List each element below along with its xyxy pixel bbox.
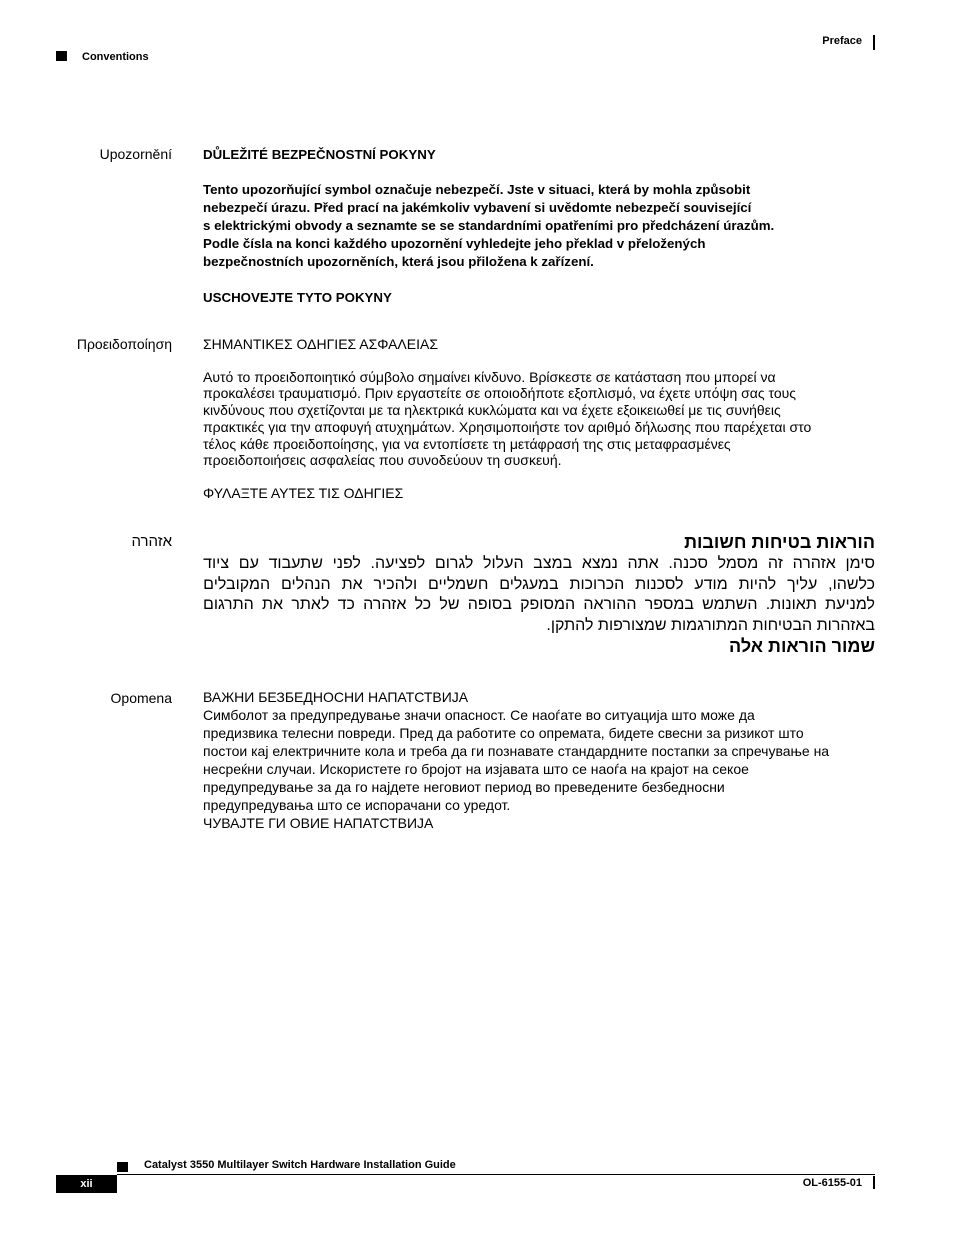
warning-body-line: несреќни случаи. Искористете го бројот на изјавата што се наоѓа на крајот на секое xyxy=(203,761,749,777)
warning-body-line: Tento upozorňující symbol označuje nebezpečí. Jste v situaci, která by mohla způsobit xyxy=(203,182,751,197)
warning-body-line: Podle čísla na konci každého upozornění vyhledejte jeho překlad v přeložených xyxy=(203,236,706,251)
word: סימן xyxy=(845,555,875,572)
word: המקובלים xyxy=(203,575,271,593)
warning-body-line: προκαλέσει τραυματισμό. Πριν εργαστείτε σε οποιοδήποτε εξοπλισμό, να έχετε υπόψη σας τους xyxy=(203,385,797,402)
warning-body-line: предизвика телесни повреди. Пред да работите со опремата, бидете свесни за ризикот што xyxy=(203,725,804,741)
footer-marker-square xyxy=(117,1162,128,1172)
header-marker-square xyxy=(56,51,67,61)
warning-closing: ЧУВАЈТЕ ГИ ОВИЕ НАПАТСТВИЈА xyxy=(203,815,434,831)
header-divider-bar xyxy=(873,35,875,50)
warning-label: Upozornění xyxy=(99,146,172,162)
footer-guide-title: Catalyst 3550 Multilayer Switch Hardware Installation Guide xyxy=(144,1159,456,1171)
word: להיות xyxy=(738,575,777,593)
warning-body-line: постои кај електричните кола и треба да ги познавате стандардните постапки за спречување на xyxy=(203,743,830,759)
word: העלול xyxy=(483,555,524,572)
word: בסופה xyxy=(467,596,512,614)
warning-closing: USCHOVEJTE TYTO POKYNY xyxy=(203,290,392,305)
warning-closing: שמור הוראות אלה xyxy=(729,636,875,656)
word: את xyxy=(261,596,284,614)
warning-body-line: τέλος κάθε προειδοποίησης, για να εντοπίσετε τη μετάφρασή της στις μεταφρασμένες xyxy=(203,435,731,452)
word: תאונות. xyxy=(765,596,817,614)
word: לפציעה. xyxy=(370,555,426,572)
warning-body-line: προειδοποιήσεις ασφαλείας που συνοδεύουν τη συσκευή. xyxy=(203,452,562,469)
warning-body-line xyxy=(203,554,875,575)
warning-title: ΣΗΜΑΝΤΙΚΕΣ ΟΔΗΓΙΕΣ ΑΣΦΑΛΕΙΑΣ xyxy=(203,336,438,352)
word: מסמל xyxy=(717,555,759,572)
word: לאתר xyxy=(291,596,330,614)
footer-doc-number: OL-6155-01 xyxy=(802,1177,862,1189)
word: מודע xyxy=(694,575,728,593)
word: עליך xyxy=(787,575,818,593)
warning-body-line: Αυτό το προειδοποιητικό σύμβολο σημαίνει κίνδυνο. Βρίσκεστε σε κατάσταση που μπορεί να xyxy=(203,368,776,385)
word: נמצא xyxy=(581,555,618,572)
warning-body-line: предупредување за да го најдете неговиот период во преведените безбедносни xyxy=(203,779,725,795)
warning-body-line: Симболот за предупредување значи опасност. Се наоѓате во ситуација што може да xyxy=(203,707,755,723)
warning-body-line: πρακτικές για την αποφυγή ατυχημάτων. Χρησιμοποιήστε τον αριθμό δήλωσης που παρέχεται στο xyxy=(203,418,812,435)
warning-body-line xyxy=(203,575,875,596)
warning-body-line: באזהרות הבטיחות המתורגמות שמצורפות להתקן. xyxy=(546,617,875,635)
word: כלשהו, xyxy=(828,575,875,593)
word: חשמליים xyxy=(427,575,489,593)
word: סכנה. xyxy=(668,555,708,572)
warning-body xyxy=(203,181,774,271)
header-section-title: Conventions xyxy=(82,51,149,63)
word: השתמש xyxy=(702,596,758,614)
word: במעגלים xyxy=(499,575,559,593)
word: זה xyxy=(767,555,783,572)
warning-body xyxy=(203,554,875,637)
word: עם xyxy=(238,555,259,572)
word: ההוראה xyxy=(583,596,637,614)
word: במצב xyxy=(533,555,573,572)
warning-body-line: s elektrickými obvody a seznamte se se standardními opatřeními pro předcházení úrazům. xyxy=(203,218,775,233)
footer-rule xyxy=(117,1174,875,1175)
word: אתה xyxy=(627,555,659,572)
word: כד xyxy=(337,596,355,614)
warning-body-line xyxy=(203,595,875,616)
word: של xyxy=(439,596,460,614)
warning-body-line: предупредувања што се испорачани со уредот. xyxy=(203,797,511,813)
warning-body xyxy=(203,688,829,832)
warning-body xyxy=(203,369,811,470)
word: שתעבוד xyxy=(268,555,323,572)
warning-title: ВАЖНИ БЕЗБЕДНОСНИ НАПАТСТВИЈА xyxy=(203,689,469,705)
word: הנהלים xyxy=(281,575,331,593)
warning-label: אזהרה xyxy=(131,533,172,550)
warning-body-line: bezpečnostních upozorněních, která jsou přiložena k zařízení. xyxy=(203,254,594,269)
word: אזהרה xyxy=(363,596,407,614)
footer-page-number: xii xyxy=(56,1175,117,1193)
word: לגרום xyxy=(434,555,474,572)
word: התרגום xyxy=(203,596,254,614)
warning-label: Opomena xyxy=(110,690,172,706)
word: אזהרה xyxy=(792,555,836,572)
word: במספר xyxy=(644,596,694,614)
warning-title: הוראות בטיחות חשובות xyxy=(684,532,875,552)
word: ולהכיר xyxy=(373,575,418,593)
word: הכרוכות xyxy=(569,575,625,593)
word: את xyxy=(341,575,363,593)
header-chapter-title: Preface xyxy=(822,35,862,47)
word: למניעת xyxy=(825,596,875,614)
word: לסכנות xyxy=(635,575,684,593)
warning-label: Προειδοποίηση xyxy=(76,336,172,352)
warning-body-line: nebezpečí úrazu. Před prací na jakémkoliv vybavení si uvědomte nebezpečí související xyxy=(203,200,752,215)
warning-closing: ΦΥΛΑΞΤΕ ΑΥΤΕΣ ΤΙΣ ΟΔΗΓΙΕΣ xyxy=(203,485,404,501)
footer-divider-bar xyxy=(873,1176,875,1189)
word: המסופק xyxy=(520,596,576,614)
warning-body-line: κινδύνους που σχετίζονται με τα ηλεκτρικά κυκλώματα και να έχετε εξοικειωθεί με τις συνήθεις xyxy=(203,402,781,419)
word: לפני xyxy=(332,555,361,572)
word: ציוד xyxy=(203,555,230,572)
word: כל xyxy=(414,596,432,614)
warning-title: DŮLEŽITÉ BEZPEČNOSTNÍ POKYNY xyxy=(203,147,436,162)
